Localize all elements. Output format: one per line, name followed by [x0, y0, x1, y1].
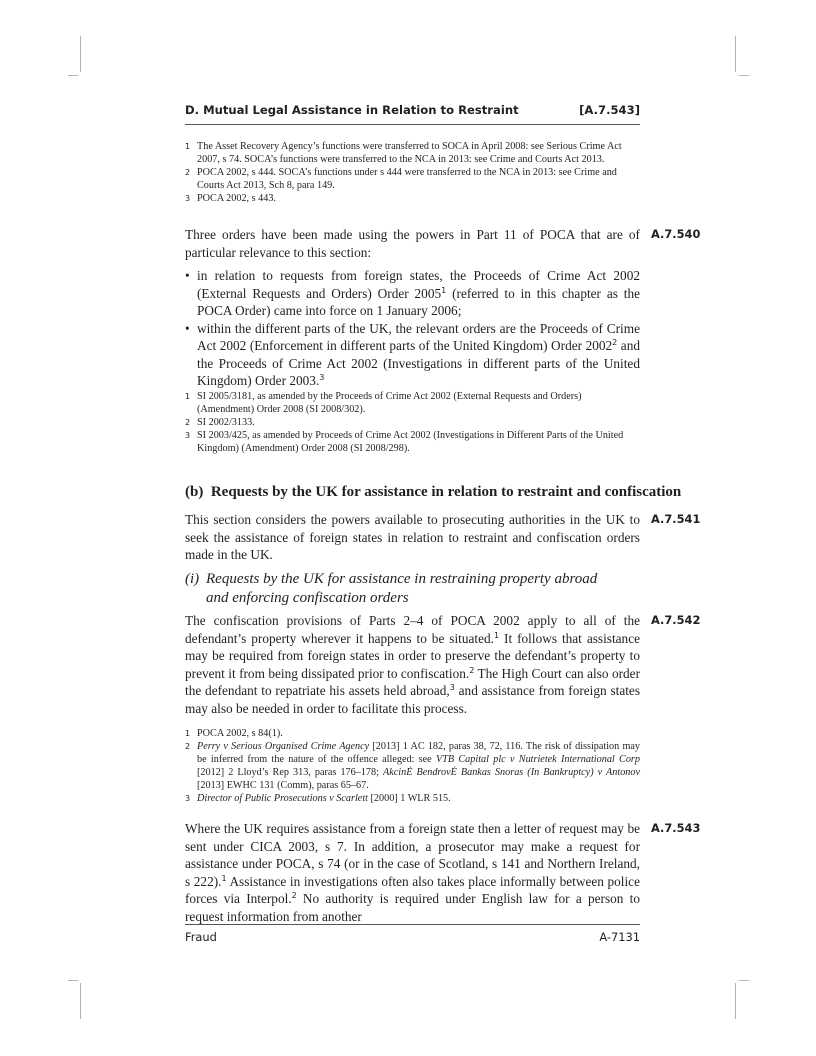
bullet-icon: • [185, 320, 190, 336]
page-number: A-7131 [599, 930, 640, 944]
footnote-ref[interactable]: 1 [441, 285, 447, 295]
footnote-ref[interactable]: 2 [469, 665, 475, 675]
crop-mark-br-v [735, 983, 736, 1019]
subsection-title-line: Requests by the UK for assistance in restraining property abroad [206, 571, 598, 587]
footnote-ref[interactable]: 2 [291, 891, 297, 900]
footnote-text: SI 2003/425, as amended by Proceeds of Crime Act 2002 (Investigations in Different Parts of the United Kingdom) (Amendment) Order 2008 (SI 2008/298). [197, 430, 624, 454]
footnote-number: 3 [185, 431, 191, 440]
bullet-text: within the different parts of the UK, the relevant orders are the Proceeds of Crime Act 2002 (Enforcement in different parts of the United Kingdom) Order 2002 [197, 320, 640, 353]
case-name: Perry v Serious Organised Crime Agency [197, 741, 370, 752]
crop-mark-bl-h [68, 980, 78, 981]
footnote-number: 1 [185, 392, 191, 401]
footnote-number: 2 [185, 742, 191, 751]
paragraph-541: This section considers the powers available to prosecuting authorities in the UK to seek the assistance of foreign states in relation to restraint and confiscation orders made in the UK. [185, 512, 640, 562]
paragraph-542 [185, 612, 640, 717]
footnotes-540 [185, 390, 640, 455]
footnote-text: POCA 2002, s 444. SOCA’s functions under s 444 were transferred to the NCA in 2013: see Crime and Courts Act 2013, Sch 8, para 149. [197, 167, 617, 191]
bullet-text: in relation to requests from foreign states, the Proceeds of Crime Act 2002 (External Requests and Orders) Order 2005 [197, 268, 640, 301]
footnote [185, 429, 640, 455]
paragraph-label: A.7.543 [651, 821, 701, 835]
paragraph-label: A.7.542 [651, 613, 701, 627]
footnote-ref[interactable]: 1 [221, 873, 227, 883]
footnote-text: [2013] EWHC 131 (Comm), paras 65–67. [197, 780, 369, 791]
case-name: VTB Capital plc v Nutrietek International Corp [435, 754, 640, 765]
footnote [185, 166, 640, 192]
bullet-text: and the Proceeds of Crime Act 2002 (Investigations in different parts of the United Kingdom) Order 2003. [197, 338, 640, 388]
footnote-text: [2000] 1 WLR 515. [367, 793, 451, 804]
footnote-number: 1 [185, 729, 191, 738]
case-name: Director of Public Prosecutions v Scarlett [197, 793, 368, 804]
paragraph-text: The High Court can also order the defendant to repatriate his assets held abroad, [185, 665, 640, 698]
paragraph-text: It follows that assistance may be required from foreign states in order to preserve the defendant’s property to prevent it from being dissipated prior to confiscation. [185, 630, 640, 681]
running-head [185, 102, 640, 125]
footer-title: Fraud [185, 930, 217, 944]
footnote [185, 740, 640, 792]
footnote [185, 192, 640, 205]
paragraph-text: The confiscation provisions of Parts 2–4 of POCA 2002 apply to all of the defendant’s property wherever it happens to be situated. [185, 613, 640, 646]
footnote-text: SI 2002/3133. [197, 417, 255, 428]
footnote [185, 140, 640, 166]
footnote [185, 792, 640, 805]
footnote-number: 2 [185, 168, 191, 177]
footnote-number: 3 [185, 194, 191, 203]
section-heading-b: (b) Requests by the UK for assistance in relation to restraint and confiscation [185, 484, 682, 500]
footnote-ref[interactable]: 3 [319, 373, 325, 382]
footnote-number: 2 [185, 418, 191, 427]
footnote [185, 416, 640, 429]
paragraph-text: Where the UK requires assistance from a foreign state then a letter of request may be sent under CICA 2003, s 7. In addition, a prosecutor may make a request for assistance under POCA, s 74 (or in the case of Scotland, s 141 and Northern Ireland, s 222). [185, 821, 640, 889]
paragraph-text: and assistance from foreign states may also be needed in order to facilitate this process. [185, 683, 641, 716]
footnote-ref[interactable]: 2 [612, 338, 618, 347]
footnote [185, 727, 640, 740]
footnote-text: [2013] 1 AC 182, paras 38, 72, 116. The risk of dissipation may be inferred from the nature of the offence alleged: see [197, 741, 640, 765]
running-head-ref: [A.7.543] [579, 103, 640, 117]
crop-mark-bl-v [80, 983, 81, 1019]
subsection-heading-i [185, 570, 640, 608]
footnote-text: SI 2005/3181, as amended by the Proceeds of Crime Act 2002 (External Requests and Orders) (Amendment) Order 2008 (SI 2008/302). [197, 391, 582, 415]
bullet-text: (referred to in this chapter as the POCA Order) came into force on 1 January 2006; [197, 285, 641, 318]
paragraph-intro: Three orders have been made using the powers in Part 11 of POCA that are of particular relevance to this section: [185, 227, 640, 260]
footnotes-top [185, 140, 640, 205]
paragraph-540 [185, 226, 640, 390]
footnote-text: [2012] 2 Lloyd’s Rep 313, paras 176–178; [197, 767, 384, 778]
bullet-item [185, 320, 640, 390]
bullet-item [185, 267, 640, 320]
subsection-number: (i) [185, 571, 200, 587]
footnote-number: 3 [185, 794, 191, 803]
paragraph-label: A.7.540 [651, 227, 701, 241]
footnote-text: POCA 2002, s 443. [197, 193, 276, 204]
running-head-title: D. Mutual Legal Assistance in Relation to Restraint [185, 103, 519, 117]
footnote-ref[interactable]: 3 [449, 683, 455, 692]
paragraph-543 [185, 820, 640, 925]
paragraph-text: Assistance in investigations often also takes place informally between police forces via Interpol. [185, 873, 640, 906]
crop-mark-tl-v [80, 36, 81, 72]
bullet-icon: • [185, 268, 190, 283]
paragraph-text: No authority is required under English law for a person to request information from another [185, 891, 640, 924]
footnote-ref[interactable]: 1 [493, 630, 500, 640]
paragraph-label: A.7.541 [651, 512, 701, 526]
footnote-number: 1 [185, 142, 191, 151]
footnotes-542 [185, 727, 640, 805]
crop-mark-tr-v [735, 36, 736, 72]
crop-mark-br-h [739, 980, 749, 981]
subsection-title-line: and enforcing confiscation orders [206, 590, 409, 606]
page-footer [185, 924, 640, 944]
footnote-text: POCA 2002, s 84(1). [197, 728, 283, 739]
footnote-text: The Asset Recovery Agency’s functions were transferred to SOCA in April 2008: see Serious Crime Act 2007, s 74. SOCA’s functions were transferred to the NCA in 2013: see Crime and Courts Act 2013. [197, 141, 622, 165]
crop-mark-tr-h [739, 75, 749, 76]
footnote [185, 390, 640, 416]
case-name: AkcinĖ BendrovĖ Bankas Snoras (In Bankruptcy) v Antonov [383, 767, 640, 778]
crop-mark-tl-h [68, 75, 78, 76]
